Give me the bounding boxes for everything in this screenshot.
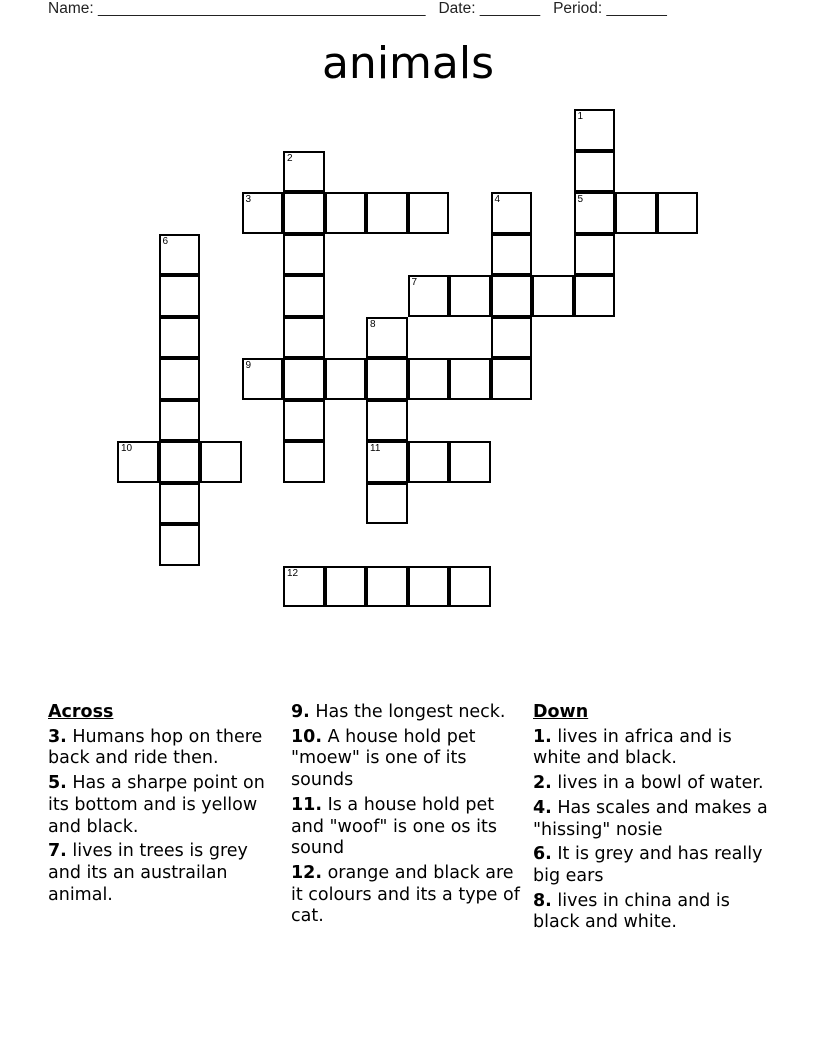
period-field[interactable]: Period: _______ bbox=[553, 0, 667, 17]
clue-across bbox=[291, 863, 526, 928]
grid-cell[interactable] bbox=[408, 358, 450, 400]
grid-cell[interactable] bbox=[325, 358, 367, 400]
grid-cell[interactable] bbox=[242, 358, 284, 400]
grid-cell[interactable] bbox=[283, 151, 325, 193]
clue-number: 11. bbox=[291, 794, 323, 815]
grid-cell[interactable] bbox=[574, 192, 616, 234]
cell-number: 9 bbox=[245, 360, 252, 371]
grid-cell[interactable] bbox=[283, 400, 325, 442]
clue-text: Has scales and makes a "hissing" nosie bbox=[533, 797, 768, 840]
grid-cell[interactable] bbox=[491, 192, 533, 234]
clue-number: 5. bbox=[48, 773, 67, 794]
cell-number: 2 bbox=[287, 152, 293, 164]
grid-cell[interactable] bbox=[200, 441, 242, 483]
clue-across bbox=[48, 727, 283, 770]
grid-cell[interactable] bbox=[283, 358, 325, 400]
grid-cell[interactable] bbox=[159, 234, 201, 276]
clue-number: 6. bbox=[533, 844, 552, 865]
grid-cell[interactable] bbox=[325, 566, 367, 608]
grid-cell[interactable] bbox=[366, 358, 408, 400]
clue-across bbox=[48, 841, 283, 906]
grid-cell[interactable] bbox=[283, 192, 325, 234]
puzzle-title: animals bbox=[321, 38, 495, 89]
grid-cell[interactable] bbox=[449, 566, 491, 608]
grid-cell[interactable] bbox=[366, 441, 408, 483]
grid-cell[interactable] bbox=[283, 275, 325, 317]
across-clues-continued bbox=[291, 702, 526, 931]
across-clues bbox=[48, 702, 283, 909]
clue-text: lives in trees is grey and its an austrailan animal. bbox=[48, 841, 248, 905]
grid-cell[interactable] bbox=[366, 483, 408, 525]
clue-number: 1. bbox=[533, 726, 552, 747]
grid-cell[interactable] bbox=[159, 358, 201, 400]
clue-across bbox=[291, 795, 526, 860]
grid-cell[interactable] bbox=[366, 566, 408, 608]
grid-cell[interactable] bbox=[159, 483, 201, 525]
clue-number: 12. bbox=[291, 862, 323, 883]
down-clues bbox=[533, 702, 768, 937]
across-heading: Across bbox=[48, 702, 114, 722]
clue-text: lives in a bowl of water. bbox=[551, 773, 764, 794]
clue-text: orange and black are it colours and its a type of cat. bbox=[291, 862, 520, 927]
cell-number: 7 bbox=[411, 277, 418, 288]
clue-text: Has the longest neck. bbox=[309, 702, 506, 722]
grid-cell[interactable] bbox=[242, 192, 284, 234]
cell-number: 4 bbox=[494, 194, 501, 205]
grid-cell[interactable] bbox=[491, 358, 533, 400]
date-field[interactable]: Date: _______ bbox=[438, 0, 541, 17]
clue-number: 7. bbox=[48, 841, 67, 862]
down-heading: Down bbox=[533, 702, 589, 722]
grid-cell[interactable] bbox=[491, 317, 533, 359]
grid-cell[interactable] bbox=[574, 275, 616, 317]
grid-cell[interactable] bbox=[574, 234, 616, 276]
grid-cell[interactable] bbox=[532, 275, 574, 317]
grid-cell[interactable] bbox=[574, 109, 616, 151]
grid-cell[interactable] bbox=[408, 192, 450, 234]
clue-text: It is grey and has really big ears bbox=[533, 844, 763, 886]
clue-text: Humans hop on there back and ride then. bbox=[48, 726, 263, 769]
grid-cell[interactable] bbox=[449, 441, 491, 483]
grid-cell[interactable] bbox=[574, 151, 616, 193]
clue-across bbox=[291, 702, 526, 724]
grid-cell[interactable] bbox=[283, 566, 325, 608]
grid-cell[interactable] bbox=[408, 275, 450, 317]
grid-cell[interactable] bbox=[159, 275, 201, 317]
clue-number: 4. bbox=[533, 797, 552, 818]
clue-text: lives in china and is black and white. bbox=[533, 890, 730, 933]
grid-cell[interactable] bbox=[159, 524, 201, 566]
grid-cell[interactable] bbox=[159, 441, 201, 483]
cell-number: 10 bbox=[121, 443, 133, 454]
clue-number: 10. bbox=[291, 726, 323, 747]
grid-cell[interactable] bbox=[283, 317, 325, 359]
clue-down bbox=[533, 773, 768, 795]
grid-cell[interactable] bbox=[449, 275, 491, 317]
clue-across bbox=[291, 727, 526, 792]
grid-cell[interactable] bbox=[325, 192, 367, 234]
grid-cell[interactable] bbox=[657, 192, 699, 234]
clue-number: 8. bbox=[533, 890, 552, 911]
grid-cell[interactable] bbox=[366, 317, 408, 359]
grid-cell[interactable] bbox=[366, 400, 408, 442]
grid-cell[interactable] bbox=[366, 192, 408, 234]
clue-number: 9. bbox=[291, 702, 310, 722]
clue-number: 3. bbox=[48, 726, 67, 747]
grid-cell[interactable] bbox=[283, 234, 325, 276]
clue-text: Is a house hold pet and "woof" is one os its sound bbox=[291, 794, 497, 859]
grid-cell[interactable] bbox=[159, 400, 201, 442]
grid-cell[interactable] bbox=[408, 441, 450, 483]
cell-number: 11 bbox=[370, 443, 381, 454]
clue-down bbox=[533, 844, 768, 887]
clue-number: 2. bbox=[533, 773, 552, 794]
grid-cell[interactable] bbox=[159, 317, 201, 359]
cell-number: 3 bbox=[245, 194, 252, 205]
cell-number: 1 bbox=[577, 111, 584, 122]
name-field[interactable]: Name: ______________________________________ bbox=[48, 0, 426, 17]
grid-cell[interactable] bbox=[449, 358, 491, 400]
clue-across bbox=[48, 773, 283, 838]
grid-cell[interactable] bbox=[615, 192, 657, 234]
cell-number: 5 bbox=[577, 194, 584, 205]
clue-text: lives in africa and is white and black. bbox=[533, 726, 732, 769]
clue-down bbox=[533, 727, 768, 770]
clue-text: A house hold pet "moew" is one of its sounds bbox=[291, 726, 476, 791]
grid-cell[interactable] bbox=[283, 441, 325, 483]
grid-cell[interactable] bbox=[408, 566, 450, 608]
clue-down bbox=[533, 798, 768, 841]
grid-cell[interactable] bbox=[491, 234, 533, 276]
clue-text: Has a sharpe point on its bottom and is yellow and black. bbox=[48, 773, 265, 837]
cell-number: 12 bbox=[287, 567, 299, 579]
grid-cell[interactable] bbox=[491, 275, 533, 317]
clue-down bbox=[533, 891, 768, 934]
grid-cell[interactable] bbox=[117, 441, 159, 483]
cell-number: 8 bbox=[370, 318, 376, 330]
cell-number: 6 bbox=[162, 235, 169, 247]
